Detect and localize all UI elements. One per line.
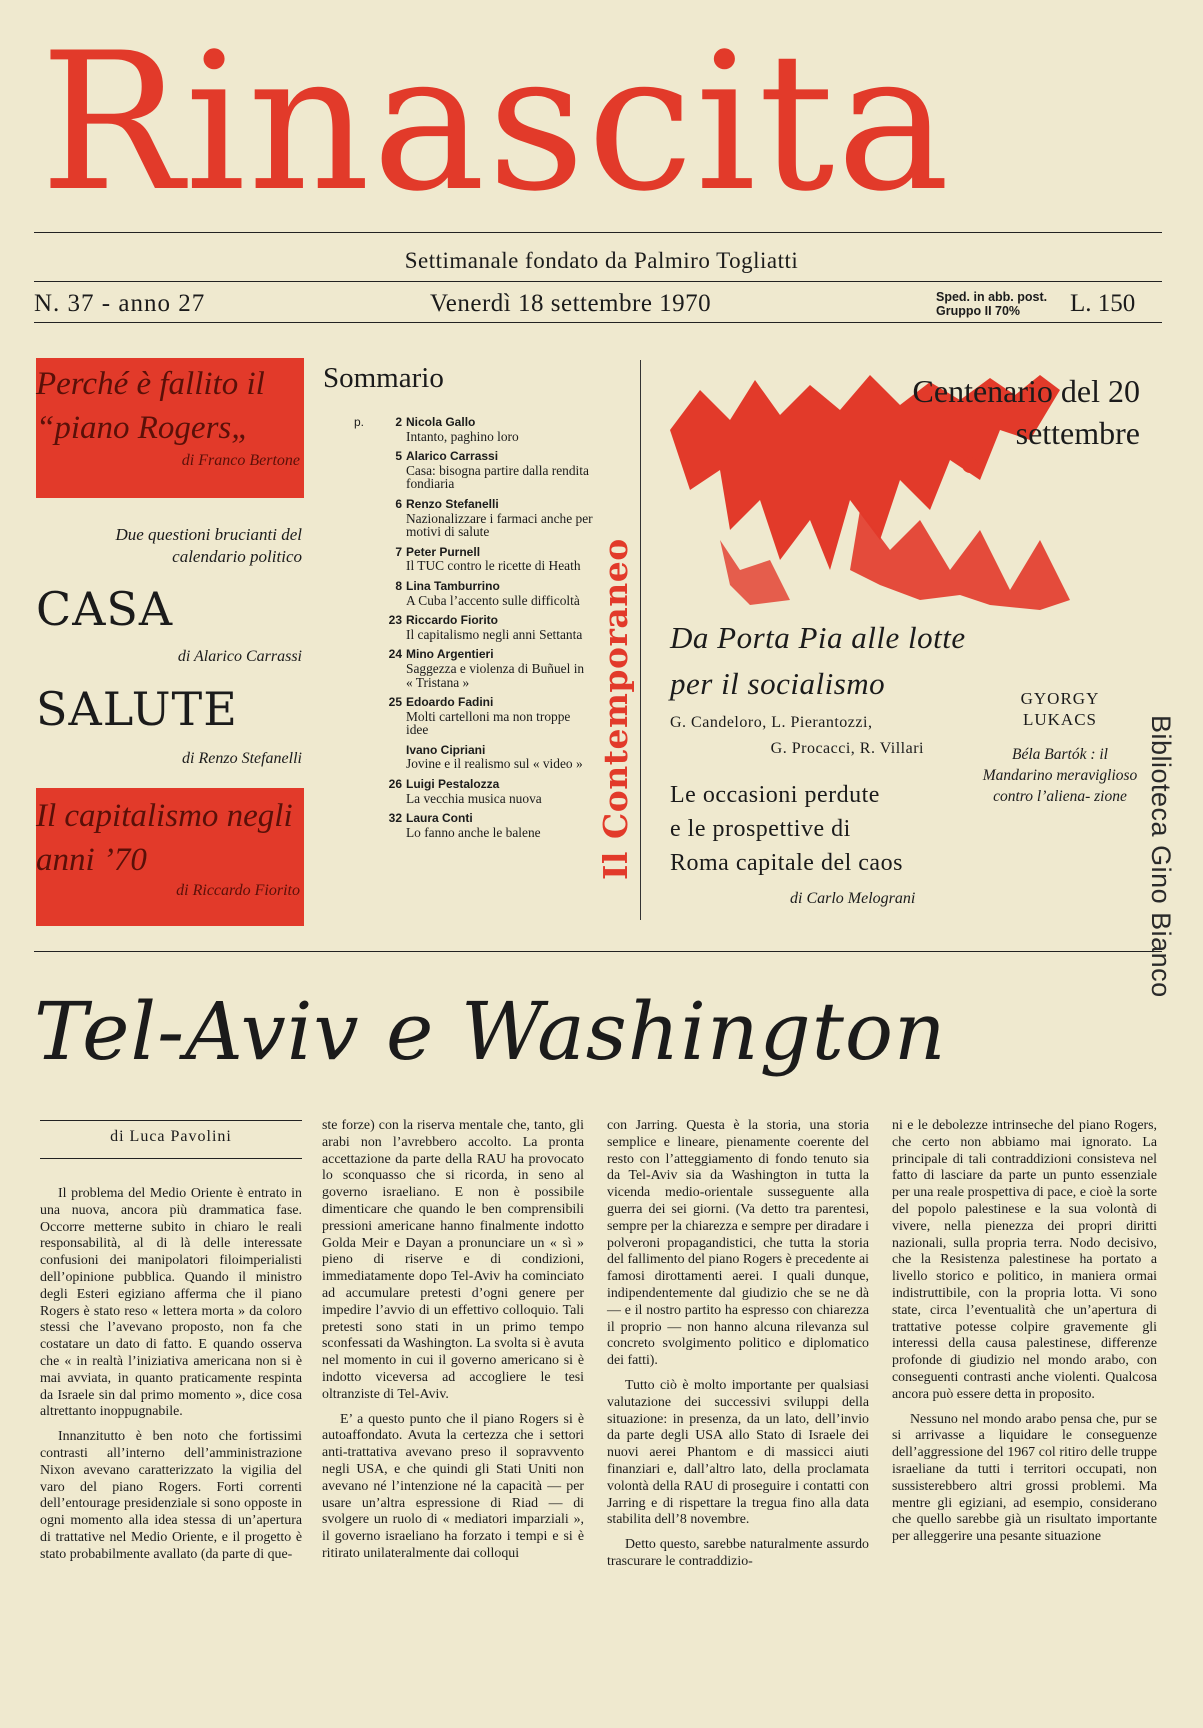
sommario-entry[interactable] bbox=[358, 744, 593, 771]
title-line: e le prospettive di bbox=[670, 816, 851, 842]
byline-rule bbox=[40, 1158, 302, 1159]
sommario-list bbox=[354, 415, 593, 846]
issue-number: N. 37 - anno 27 bbox=[34, 290, 206, 317]
entry-page: 25 bbox=[388, 695, 402, 710]
article-column-4 bbox=[892, 1118, 1157, 1554]
lukacs-line: GYORGY bbox=[1020, 689, 1100, 708]
entry-author: Riccardo Fiorito bbox=[406, 613, 499, 628]
entry-title: Lo fanno anche le balene bbox=[406, 824, 541, 840]
entry-title: A Cuba l’accento sulle difficoltà bbox=[406, 592, 580, 608]
entry-title: Intanto, paghino loro bbox=[406, 428, 519, 444]
box-title: Il capitalismo negli anni ’70 bbox=[36, 798, 293, 878]
entry-page: 24 bbox=[388, 647, 402, 662]
entry-author: Nicola Gallo bbox=[406, 415, 476, 429]
entry-title: Il capitalismo negli anni Settanta bbox=[406, 626, 583, 642]
sommario-entry[interactable] bbox=[358, 416, 593, 443]
entry-title: Casa: bisogna partire dalla rendita fondiaria bbox=[406, 462, 589, 492]
entry-title: Il TUC contro le ricette di Heath bbox=[406, 558, 581, 574]
paragraph: Il problema del Medio Oriente è entrato in una nuova, ancora più drammatica fase. Occorre metterne subito in chiaro le reali responsabilità, al di là delle interessate confusioni dei manipolatori filoimperialisti dell’opinione pubblica. Quando il ministro degli Esteri egiziano afferma che il piano Rogers è stato reso « lettera morta » da coloro stessi che l’avevano proposto, non fa che costatare un dato di fatto. E quando osserva che « in realtà l’iniziativa americana non si è mai avviata, in quanto praticamente respinta da Israele sin dal primo momento », dice cosa altrettanto inoppugnabile. bbox=[40, 1186, 302, 1420]
paragraph: E’ a questo punto che il piano Rogers si è autoaffondato. Avuta la certezza che i settori anti-trattativa avevano preso il sopravvento negli USA, e che quindi gli Stati Uniti non avevano né l’intenzione né la capacità — per usare un’altra espressione di Riad — di svolgere un ruolo di « mediatori imparziali », il governo israeliano ha forzato i tempi e si è ritirato unilateralmente dai colloqui bbox=[322, 1411, 584, 1561]
entry-author: Alarico Carrassi bbox=[406, 449, 499, 464]
article-byline: di Luca Pavolini bbox=[110, 1128, 232, 1145]
entry-author: Edoardo Fadini bbox=[406, 695, 494, 710]
sommario-entry[interactable] bbox=[358, 648, 593, 689]
box-byline: di Riccardo Fiorito bbox=[176, 882, 300, 899]
entry-author: Luigi Pestalozza bbox=[406, 777, 500, 792]
entry-page: 7 bbox=[395, 544, 402, 559]
entry-author: Mino Argentieri bbox=[406, 647, 494, 662]
entry-page: 26 bbox=[388, 777, 402, 792]
sommario-entry[interactable] bbox=[358, 614, 593, 641]
title-line: Da Porta Pia alle lotte bbox=[670, 620, 966, 655]
casa-byline: di Alarico Carrassi bbox=[177, 648, 302, 665]
entry-author: Ivano Cipriani bbox=[406, 742, 486, 757]
paragraph: Nessuno nel mondo arabo pensa che, pur se si arrivasse a liquidare le conseguenze dell’aggressione del 1967 col ritiro delle truppe israeliane da tutti i territori occupati, non sussisterebbero altri grossi problemi. Ma mentre gli egiziani, ad esempio, considerano che quello sarebbe già un risultato importante per alleggerire una pesante situazione bbox=[892, 1411, 1157, 1545]
entry-title: Molti cartelloni ma non troppe idee bbox=[406, 708, 571, 738]
title-line: Roma capitale del caos bbox=[670, 850, 903, 876]
divider bbox=[34, 322, 1162, 323]
paragraph: Detto questo, sarebbe naturalmente assurdo trascurare le contraddizio- bbox=[607, 1537, 869, 1569]
entry-page: 5 bbox=[395, 449, 402, 464]
entry-page: 23 bbox=[388, 613, 402, 628]
porta-pia-title[interactable] bbox=[670, 615, 966, 707]
article-headline[interactable]: Tel-Aviv e Washington bbox=[34, 985, 947, 1078]
paragraph: Innanzitutto è ben noto che fortissimi contrasti all’interno dell’amministrazione Nixon avevano caratterizzato la vigilia del varo del piano Rogers. Forti correnti dell’entourage presidenziale si sono opposte in ogni momento alla idea stessa di un’apertura di trattative nel Medio Oriente, e il progetto è stato probabilmente avallato (da parte di que- bbox=[40, 1429, 302, 1562]
sommario-entry[interactable] bbox=[358, 498, 593, 539]
masthead-title: Rinascita bbox=[40, 18, 952, 228]
sommario-entry[interactable] bbox=[358, 546, 593, 573]
salute-byline: di Renzo Stefanelli bbox=[182, 750, 302, 767]
sommario-entry[interactable] bbox=[358, 812, 593, 839]
sommario-entry[interactable] bbox=[358, 450, 593, 491]
divider bbox=[34, 281, 1162, 282]
entry-page: 32 bbox=[388, 811, 402, 826]
byline-rule bbox=[40, 1120, 302, 1121]
postal-line: Sped. in abb. post. bbox=[936, 290, 1048, 304]
entry-title: Saggezza e violenza di Buñuel in « Tristana » bbox=[406, 660, 585, 690]
lukacs-line: LUKACS bbox=[1022, 710, 1097, 729]
sommario-entry[interactable] bbox=[358, 696, 593, 737]
lukacs-heading[interactable] bbox=[990, 688, 1130, 730]
title-line: per il socialismo bbox=[670, 666, 886, 701]
issue-date: Venerdì 18 settembre 1970 bbox=[430, 290, 712, 317]
porta-pia-authors bbox=[670, 710, 940, 762]
column-divider bbox=[640, 360, 641, 920]
salute-heading[interactable]: SALUTE bbox=[36, 682, 238, 736]
centenario-heading[interactable]: Centenario del 20 settembre bbox=[912, 373, 1140, 451]
entry-page: 6 bbox=[395, 496, 402, 511]
casa-heading[interactable]: CASA bbox=[36, 582, 174, 636]
issue-price: L. 150 bbox=[1070, 290, 1136, 317]
authors-line: G. Procacci, R. Villari bbox=[770, 740, 924, 757]
bartok-title: Béla Bartók : il Mandarino meraviglioso contro l’aliena- zione bbox=[982, 746, 1138, 805]
entry-author: Laura Conti bbox=[406, 811, 473, 826]
library-stamp: Biblioteca Gino Bianco bbox=[1146, 715, 1176, 998]
sommario-title: Sommario bbox=[323, 362, 444, 394]
article-column-2 bbox=[322, 1118, 584, 1571]
lead-text: Due questioni brucianti del calendario politico bbox=[115, 525, 302, 566]
page-prefix: p. bbox=[354, 415, 365, 429]
masthead-tagline: Settimanale fondato da Palmiro Togliatti bbox=[404, 248, 799, 273]
entry-title: Nazionalizzare i farmaci anche per motivi di salute bbox=[406, 510, 593, 540]
paragraph: ste forze) con la riserva mentale che, tanto, gli arabi non l’avrebbero accolto. La pronta accettazione da parte della RAU ha provocato lo sconquasso che si ricorda, in seno al governo israeliano. E non è possibile dimenticare che quando le ben comprensibili pressioni americane hanno finalmente indotto Golda Meir e Dayan a pronunciare un « sì » pieno di riserve e di condizioni, immediatamente dopo Tel-Aviv ha cominciato ad accumulare pretesti d’ogni genere per impedire l’avvio di un effettivo colloquio. Tali pretesti sono stati in un primo tempo sconfessati da Washington. La svolta si è avuta nel momento in cui il governo americano si è indotto viceversa ad accogliere le tesi oltranziste di Tel-Aviv. bbox=[322, 1118, 584, 1402]
title-line: Le occasioni perdute bbox=[670, 782, 880, 808]
authors-line: G. Candeloro, L. Pierantozzi, bbox=[670, 714, 873, 731]
divider bbox=[34, 951, 1162, 952]
contemporaneo-label: Il Contemporaneo bbox=[596, 538, 635, 880]
paragraph: Tutto ciò è molto importante per qualsiasi valutazione dei successivi sviluppi della situazione: in presenza, da un lato, dell’invio da parte degli USA allo Stato di Israele dei nuovi aerei Phantom e di massicci aiuti finanziari e, dall’altro lato, della proclamata volontà della RAU di proseguire i contatti con Jarring e di rispettare la tregua fino alla data stabilita dell’8 novembre. bbox=[607, 1377, 869, 1528]
article-column-1 bbox=[40, 1186, 302, 1572]
article-column-3 bbox=[607, 1118, 869, 1579]
entry-page: 2 bbox=[395, 415, 402, 429]
sommario-entry[interactable] bbox=[358, 778, 593, 805]
entry-title: La vecchia musica nuova bbox=[406, 790, 542, 806]
entry-author: Renzo Stefanelli bbox=[406, 496, 499, 511]
paragraph: con Jarring. Questa è la storia, una storia semplice e lineare, pienamente coerente del resto con l’atteggiamento di fondo tenuto sia da Tel-Aviv sia da Washington in tutta la vicenda medio-orientale susseguente alla guerra dei sei giorni. (Va detto tra parentesi, sempre per la chiarezza e sempre per diradare i polveroni propagandistici, che tutta la storia del fallimento del piano Rogers è precedente ai famosi dirottamenti aerei. I quali dunque, indipendentemente dal giudizio che se ne dà — e il nostro partito ha espresso con chiarezza il proprio — non hanno alcuna rilevanza sul concreto svolgimento politico e diplomatico dei fatti). bbox=[607, 1118, 869, 1369]
entry-page: 8 bbox=[395, 578, 402, 593]
postal-line: Gruppo II 70% bbox=[936, 304, 1021, 318]
paragraph: ni e le debolezze intrinseche del piano Rogers, che certo non abbiamo mai ignorato. La principale di tali contraddizioni consisteva nel fatto di lasciare da parte un punto essenziale per una reale prospettiva di pace, e cioè la sorte del popolo palestinese e la sua volontà di vivere, nella pienezza dei propri diritti nazionali, sulla propria terra. Nodo decisivo, che la Resistenza palestinese ha portato a livello storico e politico, in maniera ormai indistruttibile, con la propria lotta. Vi sono state, circa l’eventualità che un’apertura di trattative potesse colpire gravemente gli interessi della causa palestinese, differenze profonde di giudizio nel mondo arabo, con conseguenti contrasti anche violenti. Qualcosa ancora può essere detta in proposito. bbox=[892, 1118, 1157, 1402]
occasioni-title[interactable] bbox=[670, 778, 903, 880]
box-title: Perché è fallito il “piano Rogers„ bbox=[36, 366, 265, 446]
red-box-rogers[interactable] bbox=[36, 358, 304, 498]
red-box-capitalismo[interactable] bbox=[36, 788, 304, 926]
entry-title: Jovine e il realismo sul « video » bbox=[406, 756, 583, 772]
divider bbox=[34, 232, 1162, 233]
melograni-byline: di Carlo Melograni bbox=[790, 890, 916, 907]
entry-author: Peter Purnell bbox=[406, 544, 481, 559]
entry-author: Lina Tamburrino bbox=[406, 578, 500, 593]
postal-info bbox=[936, 290, 1047, 318]
sommario-entry[interactable] bbox=[358, 580, 593, 607]
box-byline: di Franco Bertone bbox=[181, 452, 300, 469]
